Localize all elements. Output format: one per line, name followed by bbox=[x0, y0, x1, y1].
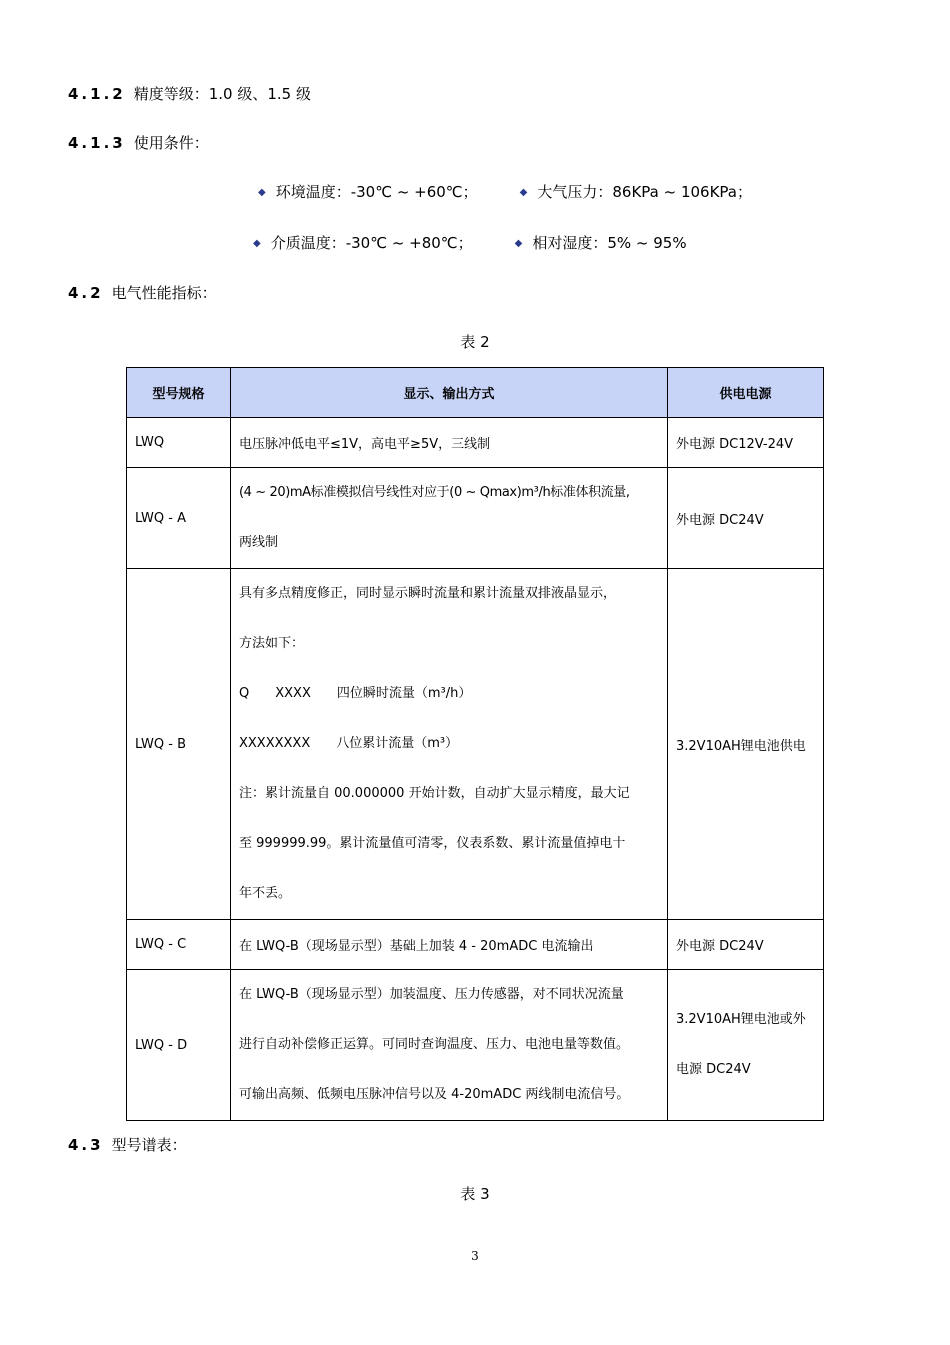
diamond-bullet-icon: ◆ bbox=[514, 238, 523, 249]
cell-power: 3.2V10AH锂电池供电 bbox=[668, 569, 824, 920]
conditions-row-2 bbox=[253, 233, 687, 256]
section-4-1-3 bbox=[68, 133, 209, 153]
output-line: 具有多点精度修正，同时显示瞬时流量和累计流量双排液晶显示， bbox=[239, 586, 617, 601]
section-text: 电气性能指标： bbox=[111, 284, 217, 302]
table-2-caption: 表 2 bbox=[460, 333, 490, 351]
output-line: Q XXXX 四位瞬时流量（m³/h） bbox=[239, 686, 472, 701]
env-temp: 环境温度：-30℃ ~ +60℃； bbox=[275, 183, 478, 201]
output-line: 两线制 bbox=[239, 535, 279, 550]
diamond-bullet-icon: ◆ bbox=[519, 187, 528, 198]
spec-table-2 bbox=[126, 367, 824, 1121]
cell-power bbox=[668, 970, 824, 1121]
cell-model: LWQ - D bbox=[127, 970, 231, 1121]
section-number: 4.3 bbox=[68, 1136, 104, 1154]
power-line: 3.2V10AH锂电池或外 bbox=[676, 1012, 806, 1027]
humidity: 相对湿度：5% ~ 95% bbox=[532, 234, 687, 252]
table-row bbox=[127, 569, 824, 920]
output-line: 进行自动补偿修正运算。可同时查询温度、压力、电池电量等数值。 bbox=[239, 1037, 630, 1052]
cell-model: LWQ - C bbox=[127, 920, 231, 970]
page-number: 3 bbox=[471, 1249, 479, 1263]
output-line: XXXXXXXX 八位累计流量（m³） bbox=[239, 736, 459, 751]
output-line: 在 LWQ-B（现场显示型）加装温度、压力传感器，对不同状况流量 bbox=[239, 987, 624, 1002]
table-row bbox=[127, 418, 824, 468]
cell-output bbox=[231, 468, 668, 569]
table-row bbox=[127, 970, 824, 1121]
output-line: (4 ~ 20)mA标准模拟信号线性对应于(0 ~ Qmax)m³/h标准体积流量, bbox=[239, 485, 630, 500]
diamond-bullet-icon: ◆ bbox=[258, 187, 266, 198]
cell-model: LWQ bbox=[127, 418, 231, 468]
cell-output: 在 LWQ-B（现场显示型）基础上加装 4 - 20mADC 电流输出 bbox=[231, 920, 668, 970]
pressure: 大气压力：86KPa ~ 106KPa； bbox=[537, 183, 752, 201]
table-row bbox=[127, 920, 824, 970]
section-text: 精度等级：1.0 级、1.5 级 bbox=[133, 85, 311, 103]
cell-power: 外电源 DC12V-24V bbox=[668, 418, 824, 468]
output-line: 至 999999.99。累计流量值可清零，仪表系数、累计流量值掉电十 bbox=[239, 836, 626, 851]
table-3-caption: 表 3 bbox=[460, 1185, 490, 1203]
cell-output bbox=[231, 569, 668, 920]
table-header-row bbox=[127, 368, 824, 418]
cell-model: LWQ - B bbox=[127, 569, 231, 920]
diamond-bullet-icon: ◆ bbox=[253, 238, 261, 249]
cell-model: LWQ - A bbox=[127, 468, 231, 569]
section-number: 4.1.3 bbox=[68, 134, 126, 152]
output-line: 注：累计流量自 00.000000 开始计数，自动扩大显示精度，最大记 bbox=[239, 786, 630, 801]
output-line: 年不丢。 bbox=[239, 886, 292, 901]
conditions-row-1 bbox=[258, 182, 752, 205]
table-row bbox=[127, 468, 824, 569]
section-number: 4.1.2 bbox=[68, 85, 126, 103]
cell-output bbox=[231, 970, 668, 1121]
power-line: 电源 DC24V bbox=[676, 1062, 751, 1077]
section-4-2 bbox=[68, 283, 217, 303]
section-text: 型号谱表： bbox=[111, 1136, 187, 1154]
section-4-3 bbox=[68, 1135, 187, 1155]
section-number: 4.2 bbox=[68, 284, 104, 302]
header-output: 显示、输出方式 bbox=[231, 368, 668, 418]
section-4-1-2 bbox=[68, 84, 311, 104]
cell-power: 外电源 DC24V bbox=[668, 920, 824, 970]
header-model: 型号规格 bbox=[127, 368, 231, 418]
section-text: 使用条件： bbox=[133, 134, 209, 152]
cell-power: 外电源 DC24V bbox=[668, 468, 824, 569]
cell-output: 电压脉冲低电平≤1V，高电平≥5V，三线制 bbox=[231, 418, 668, 468]
output-line: 可输出高频、低频电压脉冲信号以及 4-20mADC 两线制电流信号。 bbox=[239, 1087, 630, 1102]
output-line: 方法如下： bbox=[239, 636, 305, 651]
medium-temp: 介质温度：-30℃ ~ +80℃； bbox=[270, 234, 473, 252]
header-power: 供电电源 bbox=[668, 368, 824, 418]
